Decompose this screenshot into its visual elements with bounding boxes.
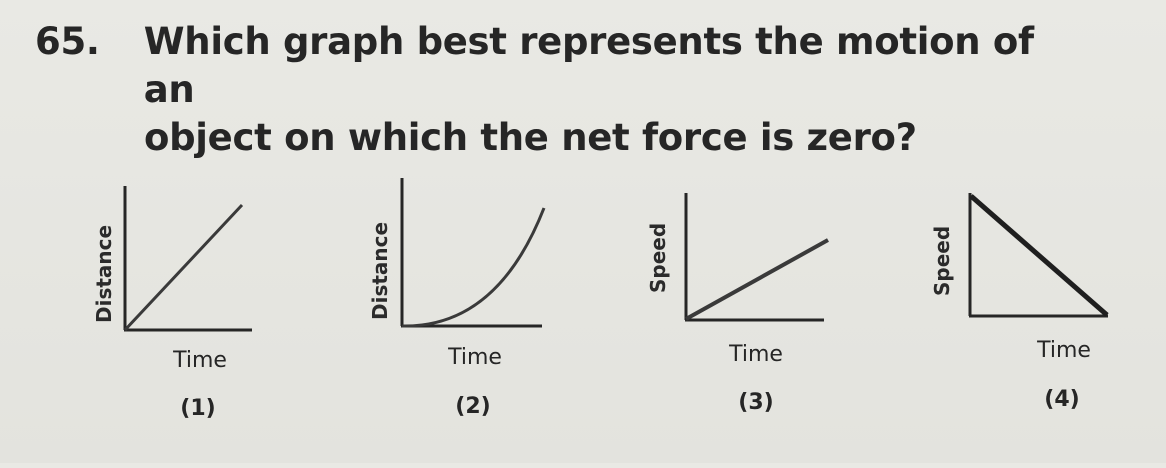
graph-1-curve (125, 205, 242, 330)
graph-option-1[interactable] (80, 168, 340, 458)
graph-3-y-axis-label: Speed (646, 222, 670, 293)
graph-2-x-axis-label: Time (448, 345, 502, 370)
graph-1-plot (80, 168, 340, 468)
graph-2-option-label: (2) (455, 394, 491, 419)
graph-3-option-label: (3) (738, 390, 774, 415)
graph-option-2[interactable] (362, 168, 622, 458)
question-number: 65. (35, 20, 100, 63)
question (35, 18, 1095, 162)
graph-2-y-axis-label: Distance (368, 221, 392, 320)
graph-4-option-label: (4) (1044, 387, 1080, 412)
graph-4-y-axis-label: Speed (930, 225, 954, 296)
graph-4-x-axis-label: Time (1037, 338, 1091, 363)
graph-1-x-axis-label: Time (173, 348, 227, 373)
graph-4-plot (930, 168, 1166, 468)
graph-1-option-label: (1) (180, 396, 216, 421)
graph-3-plot (640, 168, 900, 468)
graph-option-3[interactable] (640, 168, 900, 458)
graph-4-curve (971, 196, 1107, 315)
graph-3-x-axis-label: Time (729, 342, 783, 367)
graph-3-curve (686, 240, 828, 319)
graph-1-y-axis-label: Distance (92, 224, 116, 323)
question-text-line1: Which graph best represents the motion of an (143, 20, 1034, 111)
question-text-line2: object on which the net force is zero? (144, 116, 917, 159)
graph-2-curve (402, 208, 544, 326)
graph-option-4[interactable] (930, 168, 1166, 458)
graph-2-plot (362, 168, 622, 468)
